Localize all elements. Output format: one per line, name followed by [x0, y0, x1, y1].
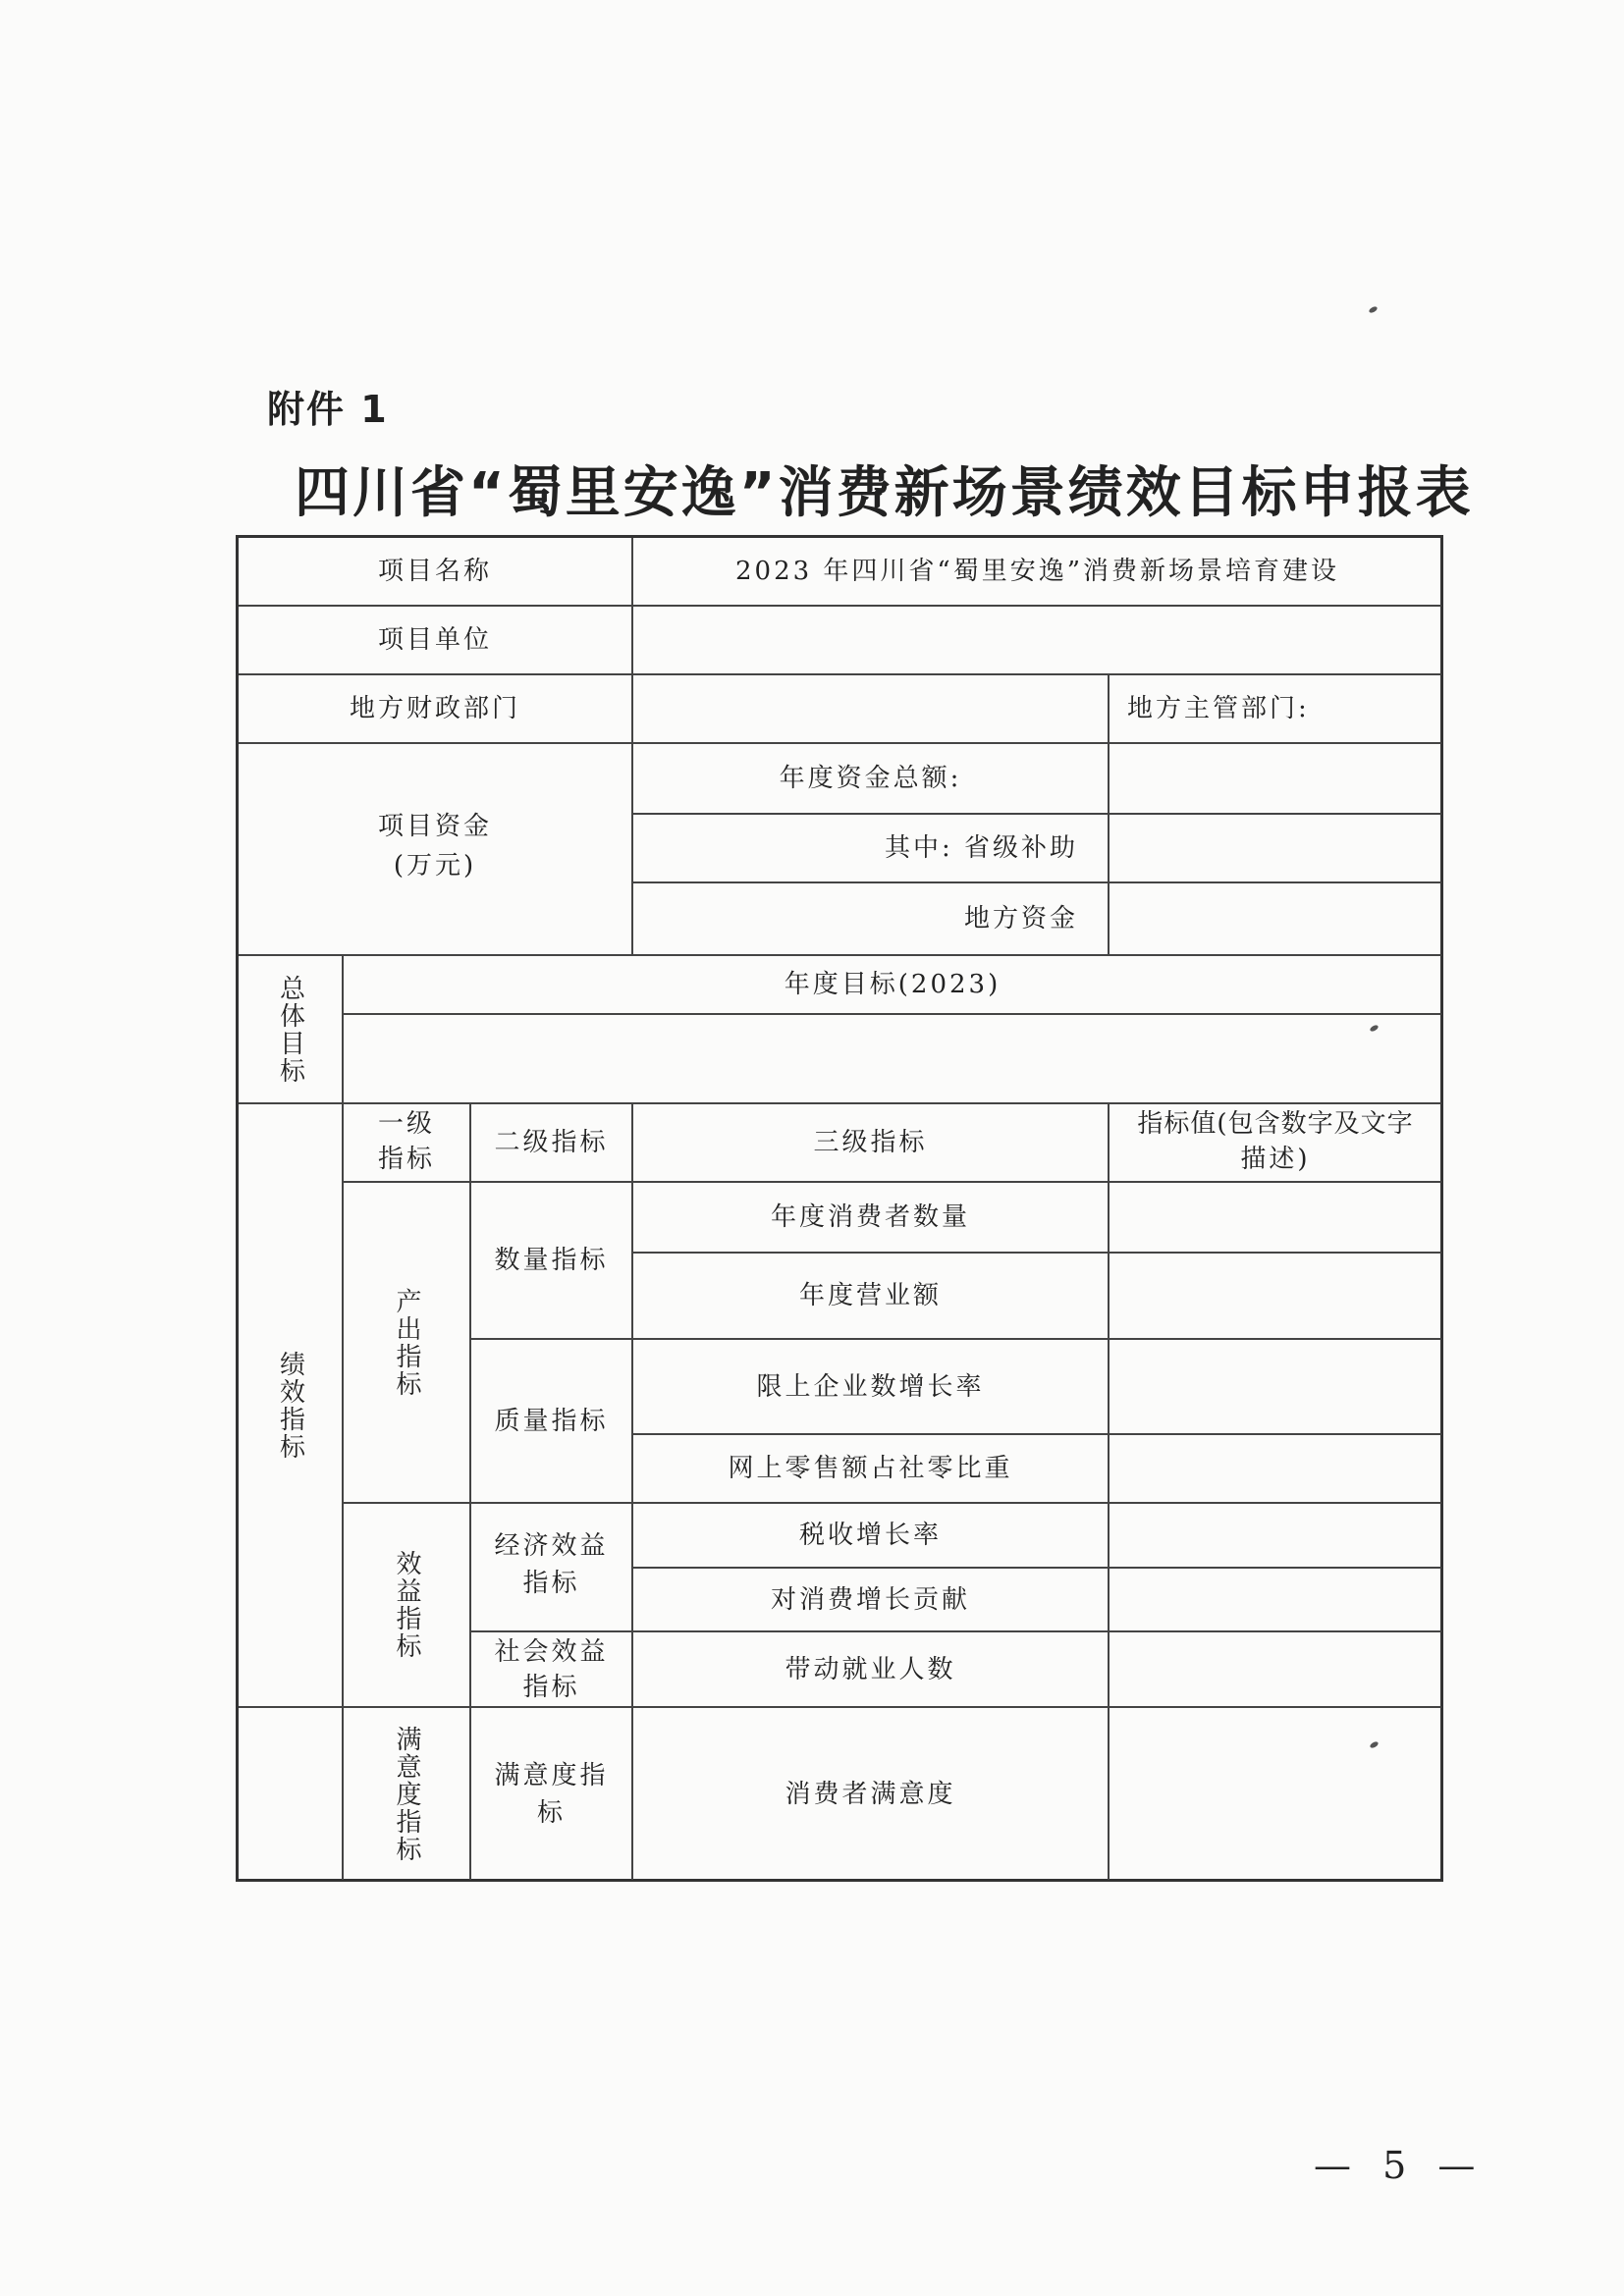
- page-number: — 5 —: [1314, 2144, 1486, 2187]
- application-form-table: [236, 535, 1443, 1882]
- attachment-label: 附件 1: [267, 388, 389, 431]
- satisfaction-sub-line1: 满意度指: [494, 1761, 609, 1790]
- project-unit-value: [633, 607, 1441, 673]
- performance-indicator-label: 绩效指标: [275, 1350, 305, 1461]
- consumption-contribution-label: 对消费增长贡献: [770, 1584, 970, 1615]
- tax-growth-label: 税收增长率: [798, 1521, 942, 1550]
- satisfaction-indicator-label: 满意度指标: [392, 1725, 421, 1863]
- total-funds-label: 年度资金总额:: [779, 764, 962, 793]
- annual-goal-label: 年度目标(2023): [784, 970, 1001, 999]
- level1-header-line2: 指标: [377, 1145, 435, 1174]
- project-name-label: 项目名称: [377, 557, 492, 586]
- project-name-value: 2023 年四川省“蜀里安逸”消费新场景培育建设: [734, 557, 1340, 586]
- social-benefit-line1: 社会效益: [494, 1637, 609, 1667]
- competent-dept-label: 地方主管部门:: [1127, 694, 1310, 723]
- enterprise-growth-label: 限上企业数增长率: [756, 1371, 985, 1402]
- document-title: 四川省“蜀里安逸”消费新场景绩效目标申报表: [295, 461, 1474, 525]
- overall-goal-label: 总体目标: [275, 974, 305, 1085]
- quantity-indicator-label: 数量指标: [494, 1246, 609, 1275]
- level1-header-line1: 一级: [377, 1109, 435, 1139]
- project-funds-cell: [239, 744, 631, 954]
- local-funds-label: 地方资金: [963, 904, 1078, 934]
- social-benefit-line2: 指标: [522, 1673, 580, 1702]
- economic-benefit-cell: [471, 1504, 631, 1630]
- output-indicator-label: 产出指标: [392, 1287, 421, 1398]
- satisfaction-sub-line2: 标: [536, 1798, 566, 1828]
- social-benefit-cell: [471, 1632, 631, 1706]
- annual-revenue-label: 年度营业额: [798, 1281, 942, 1310]
- finance-dept-value: [633, 675, 1108, 742]
- annual-goal-value: [344, 1015, 1441, 1102]
- funds-unit-label: (万元): [393, 851, 477, 881]
- satisfaction-sub-cell: [471, 1708, 631, 1880]
- quality-indicator-label: 质量指标: [494, 1406, 609, 1436]
- level2-header: 二级指标: [494, 1128, 609, 1157]
- level3-header: 三级指标: [813, 1128, 928, 1157]
- benefit-indicator-label: 效益指标: [392, 1550, 421, 1660]
- value-header-line2: 描述): [1240, 1145, 1311, 1174]
- value-header-line1: 指标值(包含数字及文字: [1137, 1109, 1414, 1139]
- provincial-subsidy-label: 其中: 省级补助: [884, 833, 1078, 863]
- employment-label: 带动就业人数: [785, 1654, 956, 1684]
- economic-benefit-line2: 指标: [522, 1569, 580, 1598]
- level1-header: [344, 1104, 469, 1181]
- economic-benefit-line1: 经济效益: [494, 1531, 609, 1561]
- finance-dept-label: 地方财政部门: [349, 694, 520, 723]
- scan-mark: [1368, 305, 1378, 314]
- consumer-satisfaction-label: 消费者满意度: [785, 1779, 956, 1809]
- indicator-value-header: [1110, 1104, 1441, 1181]
- project-unit-label: 项目单位: [377, 625, 492, 655]
- column-divider: [1108, 1102, 1110, 1880]
- annual-consumers-label: 年度消费者数量: [770, 1202, 970, 1232]
- project-funds-label: 项目资金: [377, 812, 492, 841]
- online-retail-share-label: 网上零售额占社零比重: [728, 1454, 1013, 1483]
